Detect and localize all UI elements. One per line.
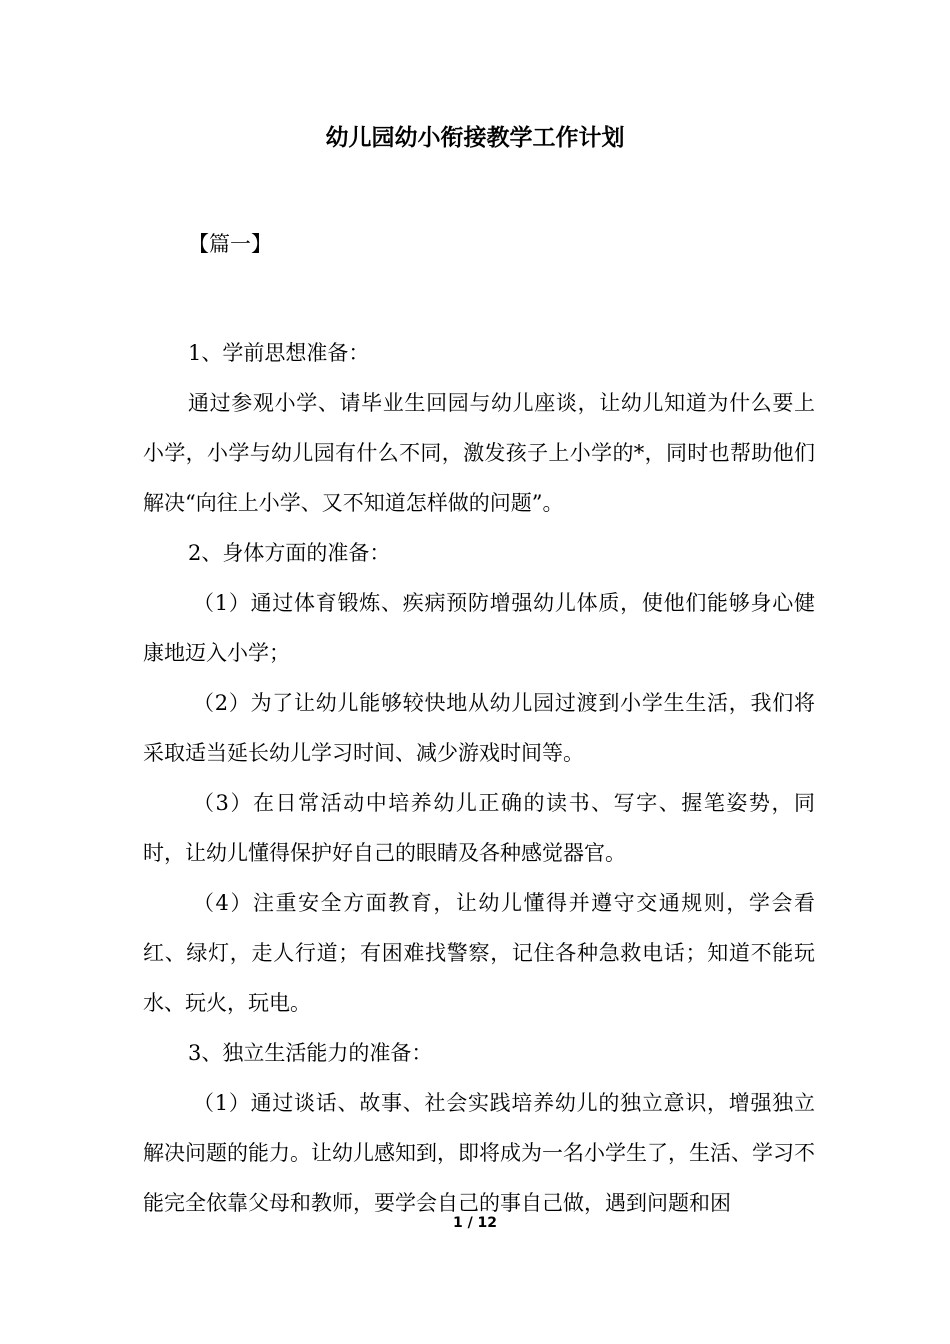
- item-physical-1: （1）通过体育锻炼、疾病预防增强幼儿体质，使他们能够身心健康地迈入小学；: [143, 591, 815, 665]
- item-independent-1: （1）通过谈话、故事、社会实践培养幼儿的独立意识，增强独立解决问题的能力。让幼儿感知到，即将成为一名小学生了，生活、学习不能完全依靠父母和教师，要学会自己的事自己做，遇到问题和困: [143, 1091, 815, 1215]
- item-physical-3: （3）在日常活动中培养幼儿正确的读书、写字、握笔姿势，同时，让幼儿懂得保护好自己的眼睛及各种感觉器官。: [143, 791, 815, 865]
- page-indicator: 1 / 12: [452, 1215, 498, 1231]
- heading-physical-preparation: 2、身体方面的准备：: [188, 541, 391, 565]
- heading-thought-preparation: 1、学前思想准备：: [188, 341, 370, 365]
- paragraph-thought-preparation: 通过参观小学、请毕业生回园与幼儿座谈，让幼儿知道为什么要上小学，小学与幼儿园有什么不同，激发孩子上小学的*，同时也帮助他们解决“向往上小学、又不知道怎样做的问题”。: [143, 391, 815, 515]
- document-body: [143, 328, 815, 1228]
- document-title: 幼儿园幼小衔接教学工作计划: [325, 124, 625, 151]
- heading-independent-living: 3、独立生活能力的准备：: [188, 1041, 433, 1065]
- item-physical-4: （4）注重安全方面教育，让幼儿懂得并遵守交通规则，学会看红、绿灯，走人行道；有困难找警察，记住各种急救电话；知道不能玩水、玩火，玩电。: [143, 891, 815, 1015]
- item-physical-2: （2）为了让幼儿能够较快地从幼儿园过渡到小学生生活，我们将采取适当延长幼儿学习时间、减少游戏时间等。: [143, 691, 815, 765]
- section-label: 【篇一】: [188, 232, 272, 256]
